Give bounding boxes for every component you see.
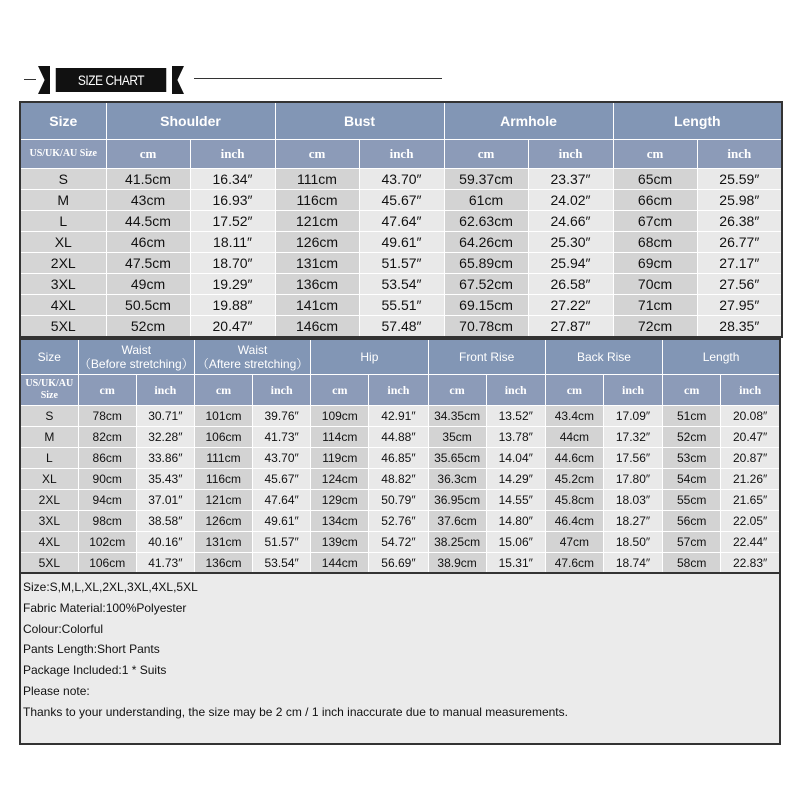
inch-cell: 27.56″ [697, 274, 782, 295]
unit-header: inch [528, 140, 613, 169]
info-pants-length-line: Pants Length:Short Pants [23, 642, 160, 657]
cm-cell: 70cm [613, 274, 697, 295]
size-cell: L [20, 211, 106, 232]
info-package-line: Package Included:1 * Suits [23, 663, 167, 678]
size-cell: M [20, 427, 78, 448]
table-row [20, 295, 782, 316]
inch-cell: 35.43″ [136, 469, 194, 490]
cm-cell: 65cm [613, 169, 697, 190]
cm-cell: 44cm [545, 427, 603, 448]
cm-cell: 38.25cm [428, 532, 486, 553]
cm-cell: 139cm [311, 532, 369, 553]
inch-cell: 18.70″ [190, 253, 275, 274]
size-cell: 4XL [20, 295, 106, 316]
header-rule-right [194, 78, 442, 79]
unit-header: cm [106, 140, 190, 169]
table-row [20, 253, 782, 274]
cm-cell: 45.8cm [545, 490, 603, 511]
inch-cell: 22.44″ [721, 532, 780, 553]
table-row [20, 469, 780, 490]
inch-cell: 54.72″ [369, 532, 428, 553]
cm-cell: 36.3cm [428, 469, 486, 490]
cm-cell: 129cm [311, 490, 369, 511]
unit-header: inch [697, 140, 782, 169]
banner-ribbon-right [172, 66, 184, 94]
header-front-rise: Front Rise [428, 339, 545, 375]
inch-cell: 17.56″ [603, 448, 662, 469]
inch-cell: 16.93″ [190, 190, 275, 211]
top-table-body [20, 169, 782, 338]
cm-cell: 126cm [194, 511, 252, 532]
top-size-table [19, 101, 783, 338]
table-row [20, 274, 782, 295]
header-size: Size [20, 339, 78, 375]
cm-cell: 121cm [194, 490, 252, 511]
inch-cell: 18.27″ [603, 511, 662, 532]
inch-cell: 48.82″ [369, 469, 428, 490]
info-note-heading: Please note: [23, 683, 90, 698]
inch-cell: 20.87″ [721, 448, 780, 469]
size-cell: XL [20, 469, 78, 490]
inch-cell: 24.02″ [528, 190, 613, 211]
unit-header: cm [311, 375, 369, 406]
cm-cell: 90cm [78, 469, 136, 490]
inch-cell: 47.64″ [359, 211, 444, 232]
inch-cell: 33.86″ [136, 448, 194, 469]
inch-cell: 28.35″ [697, 316, 782, 338]
size-cell: 2XL [20, 253, 106, 274]
inch-cell: 42.91″ [369, 406, 428, 427]
inch-cell: 30.71″ [136, 406, 194, 427]
size-cell: 5XL [20, 553, 78, 575]
size-cell: 3XL [20, 511, 78, 532]
cm-cell: 121cm [275, 211, 359, 232]
cm-cell: 52cm [106, 316, 190, 338]
header-waist-label: Waist [237, 343, 268, 357]
inch-cell: 15.31″ [486, 553, 545, 575]
banner-title: SIZE CHART [56, 68, 167, 92]
cm-cell: 52cm [663, 427, 721, 448]
inch-cell: 21.65″ [721, 490, 780, 511]
cm-cell: 136cm [275, 274, 359, 295]
inch-cell: 20.47″ [190, 316, 275, 338]
unit-header: cm [613, 140, 697, 169]
info-note-text: Thanks to your understanding, the size may be 2 cm / 1 inch inaccurate due to manual measurements. [23, 704, 568, 719]
cm-cell: 47.6cm [545, 553, 603, 575]
inch-cell: 24.66″ [528, 211, 613, 232]
inch-cell: 15.06″ [486, 532, 545, 553]
inch-cell: 14.80″ [486, 511, 545, 532]
cm-cell: 38.9cm [428, 553, 486, 575]
size-cell: L [20, 448, 78, 469]
header-back-rise: Back Rise [545, 339, 662, 375]
cm-cell: 45.2cm [545, 469, 603, 490]
header-hip: Hip [311, 339, 428, 375]
inch-cell: 13.78″ [486, 427, 545, 448]
header-waist-sub: （Aftere stretching） [196, 357, 309, 371]
cm-cell: 43cm [106, 190, 190, 211]
unit-header: cm [444, 140, 528, 169]
info-colour-line: Colour:Colorful [23, 621, 104, 636]
inch-cell: 53.54″ [359, 274, 444, 295]
cm-cell: 54cm [663, 469, 721, 490]
table-row [20, 490, 780, 511]
cm-cell: 119cm [311, 448, 369, 469]
inch-cell: 18.50″ [603, 532, 662, 553]
inch-cell: 27.22″ [528, 295, 613, 316]
size-cell: 5XL [20, 316, 106, 338]
inch-cell: 51.57″ [359, 253, 444, 274]
cm-cell: 49cm [106, 274, 190, 295]
cm-cell: 50.5cm [106, 295, 190, 316]
cm-cell: 43.4cm [545, 406, 603, 427]
cm-cell: 66cm [613, 190, 697, 211]
cm-cell: 62.63cm [444, 211, 528, 232]
cm-cell: 116cm [194, 469, 252, 490]
header-waist-before [78, 339, 194, 375]
unit-header: cm [545, 375, 603, 406]
inch-cell: 45.67″ [253, 469, 311, 490]
inch-cell: 25.59″ [697, 169, 782, 190]
inch-cell: 18.11″ [190, 232, 275, 253]
header-shoulder: Shoulder [106, 102, 275, 140]
cm-cell: 47cm [545, 532, 603, 553]
cm-cell: 71cm [613, 295, 697, 316]
table-row [20, 532, 780, 553]
cm-cell: 58cm [663, 553, 721, 575]
inch-cell: 27.87″ [528, 316, 613, 338]
cm-cell: 134cm [311, 511, 369, 532]
inch-cell: 18.03″ [603, 490, 662, 511]
table-row [20, 406, 780, 427]
cm-cell: 78cm [78, 406, 136, 427]
size-cell: S [20, 406, 78, 427]
inch-cell: 38.58″ [136, 511, 194, 532]
cm-cell: 46cm [106, 232, 190, 253]
inch-cell: 51.57″ [253, 532, 311, 553]
bottom-table-body [20, 406, 780, 575]
cm-cell: 109cm [311, 406, 369, 427]
cm-cell: 41.5cm [106, 169, 190, 190]
inch-cell: 45.67″ [359, 190, 444, 211]
unit-header: cm [663, 375, 721, 406]
cm-cell: 65.89cm [444, 253, 528, 274]
cm-cell: 34.35cm [428, 406, 486, 427]
unit-header: inch [369, 375, 428, 406]
inch-cell: 21.26″ [721, 469, 780, 490]
header-size: Size [20, 102, 106, 140]
cm-cell: 106cm [78, 553, 136, 575]
inch-cell: 17.52″ [190, 211, 275, 232]
header-length: Length [663, 339, 780, 375]
inch-cell: 14.29″ [486, 469, 545, 490]
table-row [20, 553, 780, 575]
table-row [20, 232, 782, 253]
cm-cell: 86cm [78, 448, 136, 469]
inch-cell: 39.76″ [253, 406, 311, 427]
cm-cell: 146cm [275, 316, 359, 338]
inch-cell: 20.08″ [721, 406, 780, 427]
cm-cell: 46.4cm [545, 511, 603, 532]
cm-cell: 106cm [194, 427, 252, 448]
inch-cell: 14.04″ [486, 448, 545, 469]
cm-cell: 56cm [663, 511, 721, 532]
cm-cell: 44.6cm [545, 448, 603, 469]
inch-cell: 22.83″ [721, 553, 780, 575]
cm-cell: 61cm [444, 190, 528, 211]
info-size-line: Size:S,M,L,XL,2XL,3XL,4XL,5XL [23, 580, 198, 594]
inch-cell: 41.73″ [253, 427, 311, 448]
cm-cell: 111cm [275, 169, 359, 190]
table-row [20, 169, 782, 190]
size-cell: XL [20, 232, 106, 253]
cm-cell: 47.5cm [106, 253, 190, 274]
inch-cell: 46.85″ [369, 448, 428, 469]
cm-cell: 116cm [275, 190, 359, 211]
inch-cell: 26.77″ [697, 232, 782, 253]
header-waist-after [194, 339, 310, 375]
unit-header: inch [253, 375, 311, 406]
inch-cell: 49.61″ [253, 511, 311, 532]
inch-cell: 13.52″ [486, 406, 545, 427]
cm-cell: 44.5cm [106, 211, 190, 232]
inch-cell: 25.94″ [528, 253, 613, 274]
cm-cell: 67.52cm [444, 274, 528, 295]
inch-cell: 50.79″ [369, 490, 428, 511]
cm-cell: 59.37cm [444, 169, 528, 190]
cm-cell: 57cm [663, 532, 721, 553]
table-row [20, 211, 782, 232]
cm-cell: 111cm [194, 448, 252, 469]
cm-cell: 72cm [613, 316, 697, 338]
bottom-table-unit-header-row [20, 375, 780, 406]
inch-cell: 49.61″ [359, 232, 444, 253]
unit-header: inch [359, 140, 444, 169]
inch-cell: 19.88″ [190, 295, 275, 316]
inch-cell: 17.32″ [603, 427, 662, 448]
cm-cell: 35.65cm [428, 448, 486, 469]
size-chart-banner [38, 66, 184, 94]
cm-cell: 55cm [663, 490, 721, 511]
table-row [20, 448, 780, 469]
cm-cell: 131cm [194, 532, 252, 553]
top-table-unit-header-row [20, 140, 782, 169]
size-cell: 2XL [20, 490, 78, 511]
inch-cell: 25.98″ [697, 190, 782, 211]
unit-header: inch [136, 375, 194, 406]
cm-cell: 37.6cm [428, 511, 486, 532]
cm-cell: 144cm [311, 553, 369, 575]
inch-cell: 44.88″ [369, 427, 428, 448]
inch-cell: 26.58″ [528, 274, 613, 295]
header-bust: Bust [275, 102, 444, 140]
inch-cell: 56.69″ [369, 553, 428, 575]
cm-cell: 131cm [275, 253, 359, 274]
inch-cell: 41.73″ [136, 553, 194, 575]
inch-cell: 22.05″ [721, 511, 780, 532]
cm-cell: 124cm [311, 469, 369, 490]
table-row [20, 427, 780, 448]
unit-header: inch [721, 375, 780, 406]
inch-cell: 52.76″ [369, 511, 428, 532]
header-rule-left [24, 79, 36, 80]
header-waist-label: Waist [121, 343, 152, 357]
inch-cell: 14.55″ [486, 490, 545, 511]
inch-cell: 43.70″ [253, 448, 311, 469]
inch-cell: 16.34″ [190, 169, 275, 190]
inch-cell: 20.47″ [721, 427, 780, 448]
inch-cell: 55.51″ [359, 295, 444, 316]
cm-cell: 69.15cm [444, 295, 528, 316]
cm-cell: 69cm [613, 253, 697, 274]
size-cell: 3XL [20, 274, 106, 295]
info-material-line: Fabric Material:100%Polyester [23, 600, 187, 615]
size-cell: 4XL [20, 532, 78, 553]
cm-cell: 94cm [78, 490, 136, 511]
table-row [20, 316, 782, 338]
inch-cell: 57.48″ [359, 316, 444, 338]
inch-cell: 27.95″ [697, 295, 782, 316]
header-size-region: US/UK/AU Size [20, 375, 78, 406]
size-cell: S [20, 169, 106, 190]
inch-cell: 43.70″ [359, 169, 444, 190]
inch-cell: 32.28″ [136, 427, 194, 448]
header-armhole: Armhole [444, 102, 613, 140]
product-info-box [19, 572, 781, 745]
inch-cell: 17.09″ [603, 406, 662, 427]
unit-header: inch [190, 140, 275, 169]
bottom-size-table [19, 338, 781, 575]
inch-cell: 53.54″ [253, 553, 311, 575]
inch-cell: 19.29″ [190, 274, 275, 295]
cm-cell: 141cm [275, 295, 359, 316]
unit-header: cm [428, 375, 486, 406]
cm-cell: 101cm [194, 406, 252, 427]
bottom-table-group-header-row [20, 339, 780, 375]
cm-cell: 35cm [428, 427, 486, 448]
inch-cell: 23.37″ [528, 169, 613, 190]
cm-cell: 53cm [663, 448, 721, 469]
table-row [20, 511, 780, 532]
header-waist-sub: （Before stretching） [78, 357, 194, 371]
inch-cell: 17.80″ [603, 469, 662, 490]
top-table-group-header-row [20, 102, 782, 140]
table-row [20, 190, 782, 211]
cm-cell: 136cm [194, 553, 252, 575]
banner-ribbon-left [38, 66, 50, 94]
unit-header: cm [78, 375, 136, 406]
cm-cell: 36.95cm [428, 490, 486, 511]
cm-cell: 67cm [613, 211, 697, 232]
inch-cell: 26.38″ [697, 211, 782, 232]
header-length: Length [613, 102, 782, 140]
inch-cell: 25.30″ [528, 232, 613, 253]
cm-cell: 64.26cm [444, 232, 528, 253]
inch-cell: 37.01″ [136, 490, 194, 511]
cm-cell: 126cm [275, 232, 359, 253]
unit-header: cm [194, 375, 252, 406]
cm-cell: 51cm [663, 406, 721, 427]
cm-cell: 114cm [311, 427, 369, 448]
cm-cell: 102cm [78, 532, 136, 553]
inch-cell: 47.64″ [253, 490, 311, 511]
unit-header: inch [603, 375, 662, 406]
header-size-region: US/UK/AU Size [20, 140, 106, 169]
inch-cell: 27.17″ [697, 253, 782, 274]
cm-cell: 98cm [78, 511, 136, 532]
cm-cell: 82cm [78, 427, 136, 448]
inch-cell: 40.16″ [136, 532, 194, 553]
unit-header: inch [486, 375, 545, 406]
size-cell: M [20, 190, 106, 211]
cm-cell: 68cm [613, 232, 697, 253]
inch-cell: 18.74″ [603, 553, 662, 575]
unit-header: cm [275, 140, 359, 169]
cm-cell: 70.78cm [444, 316, 528, 338]
